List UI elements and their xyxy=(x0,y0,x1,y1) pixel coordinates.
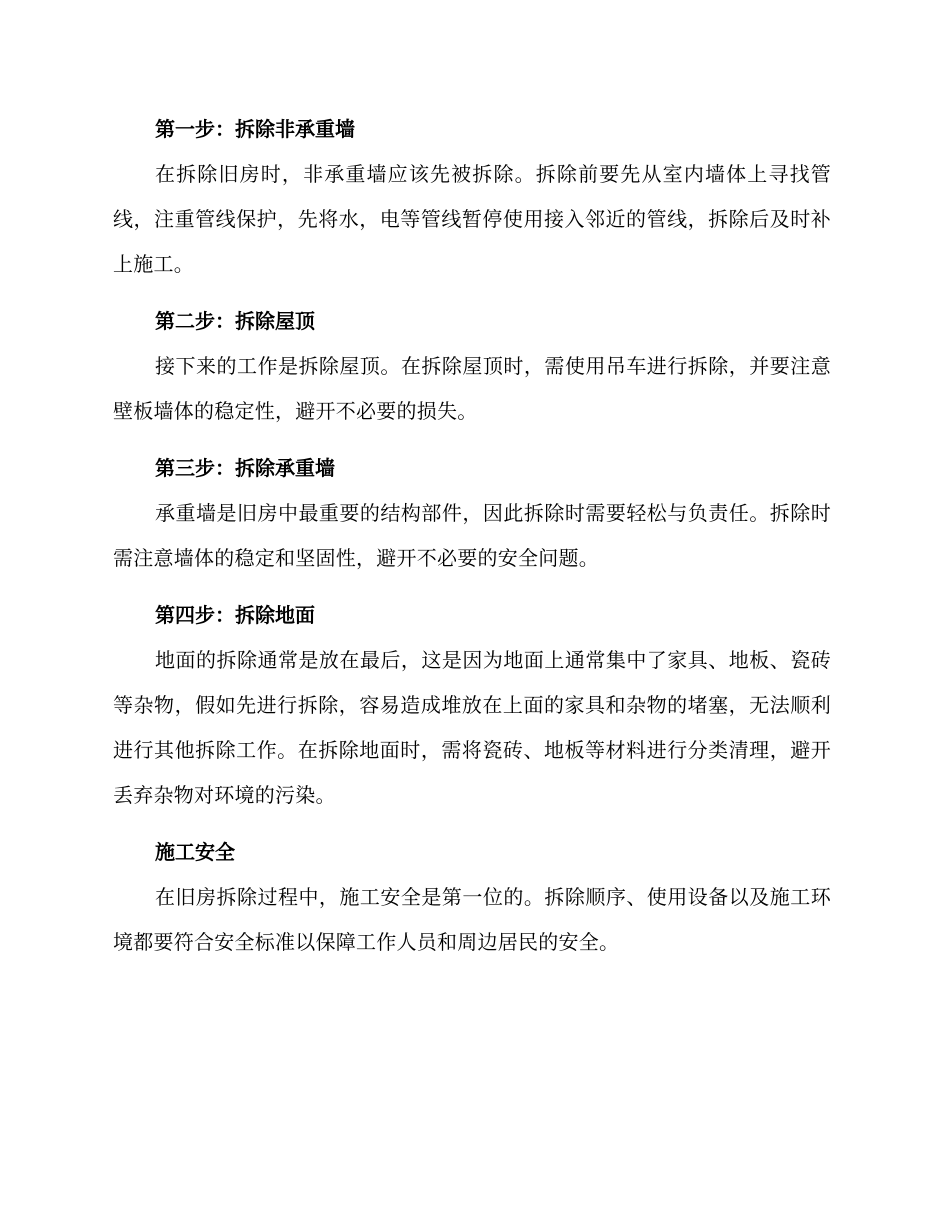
section-paragraph: 承重墙是旧房中最重要的结构部件，因此拆除时需要轻松与负责任。拆除时需注意墙体的稳定和坚固性，避开不必要的安全问题。 xyxy=(113,501,831,570)
section-step-4 xyxy=(113,592,831,818)
section-heading: 施工安全 xyxy=(155,840,235,864)
section-step-2 xyxy=(113,298,831,434)
section-step-3 xyxy=(113,445,831,581)
section-heading: 第二步：拆除屋顶 xyxy=(155,309,315,333)
document-page xyxy=(113,106,831,976)
section-heading: 第一步：拆除非承重墙 xyxy=(155,117,355,141)
section-heading: 第三步：拆除承重墙 xyxy=(155,456,335,480)
section-paragraph: 在拆除旧房时，非承重墙应该先被拆除。拆除前要先从室内墙体上寻找管线，注重管线保护，先将水，电等管线暂停使用接入邻近的管线，拆除后及时补上施工。 xyxy=(113,162,831,276)
section-safety xyxy=(113,829,831,965)
section-heading: 第四步：拆除地面 xyxy=(155,603,315,627)
section-step-1 xyxy=(113,106,831,287)
section-paragraph: 在旧房拆除过程中，施工安全是第一位的。拆除顺序、使用设备以及施工环境都要符合安全标准以保障工作人员和周边居民的安全。 xyxy=(113,885,831,954)
section-paragraph: 接下来的工作是拆除屋顶。在拆除屋顶时，需使用吊车进行拆除，并要注意壁板墙体的稳定性，避开不必要的损失。 xyxy=(113,354,831,423)
section-paragraph: 地面的拆除通常是放在最后，这是因为地面上通常集中了家具、地板、瓷砖等杂物，假如先进行拆除，容易造成堆放在上面的家具和杂物的堵塞，无法顺利进行其他拆除工作。在拆除地面时，需将瓷砖、地板等材料进行分类清理，避开丢弃杂物对环境的污染。 xyxy=(113,648,831,807)
